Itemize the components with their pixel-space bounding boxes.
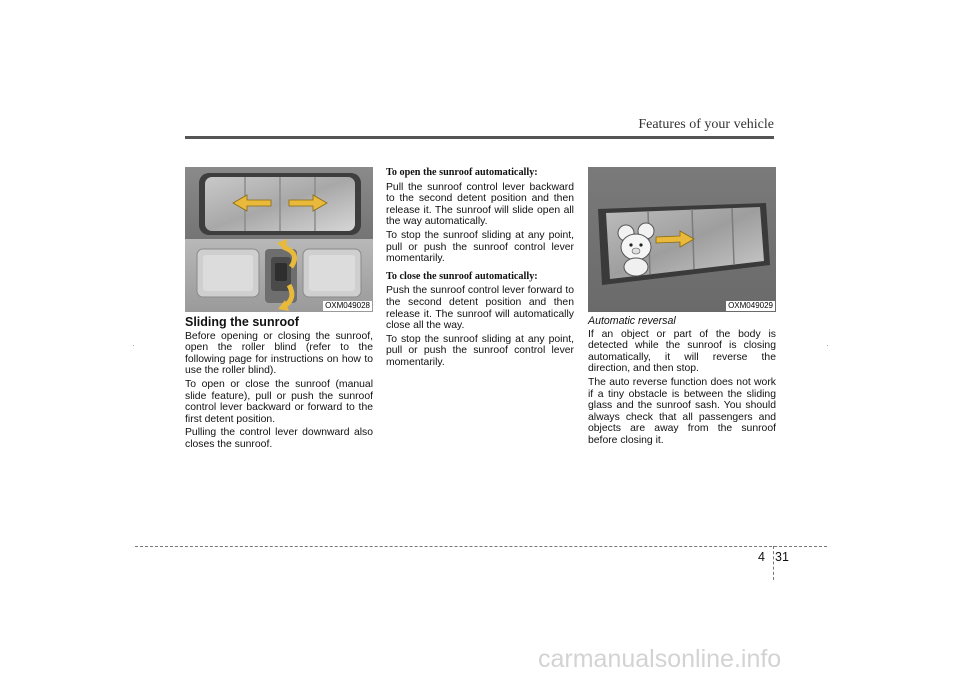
paragraph: Pulling the control lever downward also closes the sunroof.	[185, 427, 373, 450]
figure-code-label: OXM049028	[325, 301, 370, 310]
sub-heading-close: To close the sunroof automatically:	[386, 270, 538, 282]
figure-code-label: OXM049029	[728, 301, 773, 310]
column-middle	[386, 167, 574, 371]
page-number	[747, 550, 789, 564]
page-header-title: Features of your vehicle	[638, 117, 774, 132]
column-right	[588, 167, 776, 449]
italic-heading: Automatic reversal	[588, 315, 676, 327]
sub-heading-open: To open the sunroof automatically:	[386, 167, 538, 178]
page-number-value: 31	[775, 550, 789, 564]
paragraph: To stop the sunroof sliding at any point, pull or push the sunroof control lever momentarily.	[386, 229, 574, 265]
sunroof-lever-illustration	[185, 167, 373, 312]
paragraph: To open or close the sunroof (manual slide feature), pull or push the sunroof control lever backward or forward to the first detent position.	[185, 378, 373, 425]
paragraph: If an object or part of the body is detected while the sunroof is closing automatically, it will reverse the direction, and then stop.	[588, 328, 776, 375]
header-rule	[185, 136, 774, 139]
paragraph: Pull the sunroof control lever backward to the second detent position and then release it. The sunroof will slide open all the way automatically.	[386, 181, 574, 228]
figure-sunroof-lever	[185, 167, 373, 312]
auto-reversal-illustration	[588, 167, 776, 312]
paragraph: The auto reverse function does not work if a tiny obstacle is between the sliding glass and the sunroof sash. You should always check that all passengers and objects are away from the sunroof before closing it.	[588, 376, 776, 446]
figure-auto-reversal	[588, 167, 776, 312]
margin-mark	[827, 345, 828, 346]
watermark: carmanualsonline.info	[538, 645, 782, 673]
paragraph: Before opening or closing the sunroof, open the roller blind (refer to the following page for instructions on how to use the roller blind).	[185, 330, 373, 377]
section-number: 4	[758, 550, 765, 564]
section-heading: Sliding the sunroof	[185, 315, 299, 329]
footer-rule	[135, 546, 827, 547]
column-left	[185, 167, 373, 453]
paragraph: To stop the sunroof sliding at any point, pull or push the sunroof control lever momentarily.	[386, 333, 574, 368]
margin-mark	[133, 345, 134, 346]
paragraph: Push the sunroof control lever forward to the second detent position and then release it. The sunroof will automatically close all the way.	[386, 285, 574, 332]
